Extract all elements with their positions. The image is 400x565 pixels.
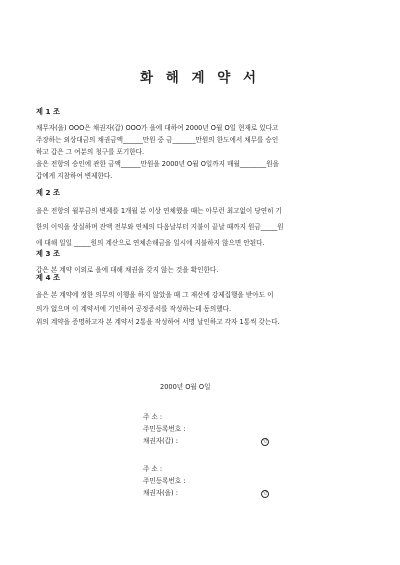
article-line: 채무자(을) OOO은 채권자(갑) OOO가 을에 대하여 2000년 O월 O일 현재로 있다고 (36, 124, 279, 132)
role-label: 채권자(갑) : (143, 437, 178, 445)
id-number-label: 주민등록번호 : (143, 477, 186, 485)
article-1 (36, 107, 352, 182)
party-debtor-eul (143, 463, 268, 499)
document-title: 화 해 계 약 서 (139, 70, 260, 86)
article-line: 을은 본 계약에 정한 의무의 이행을 하지 않았을 때 그 재산에 강제집행을 받아도 이 (36, 291, 274, 299)
article-heading: 제 3 조 (36, 249, 60, 258)
seal-mark: 인 (262, 491, 268, 496)
article-body (36, 122, 352, 182)
seal-mark: 인 (262, 439, 268, 444)
article-body (36, 203, 352, 251)
article-line: 을은 전항의 승인에 관한 금액______만원을 2000년 O월 O일까지 매월________원을 (36, 160, 279, 168)
article-heading: 제 4 조 (36, 273, 60, 282)
article-line: 에 대해 일일 _____원의 계산으로 연체손해금을 일시에 지불하지 않으면 안된다. (36, 239, 265, 247)
article-line: 한의 이익을 상실하며 잔액 전부와 연체의 다음날부터 지불이 끝날 때까지 원금_____원 (36, 223, 284, 231)
article-line: 하고 갑은 그 여분의 청구를 포기한다. (36, 148, 145, 156)
id-number-label: 주민등록번호 : (143, 425, 186, 433)
party-creditor-gap (143, 411, 268, 447)
closing-statement: 위의 계약을 증명하고자 본 계약서 2통을 작성하여 서명 날인하고 각자 1통씩 갖는다. (36, 318, 280, 326)
role-label: 채권자(을) : (143, 489, 178, 497)
article-heading: 제 2 조 (36, 188, 60, 197)
article-line: 주장하는 외상대금의 채권금액______만원 중 금_______만원의 한도에서 채무를 승인 (36, 136, 279, 144)
article-body (36, 288, 352, 316)
article-line: 갑에게 지참하여 변제한다. (36, 172, 113, 180)
article-heading: 제 1 조 (36, 107, 60, 116)
address-label: 주 소 : (143, 465, 163, 473)
article-line: 을은 전항의 월부금의 변제를 1개월 분 이상 연체했을 때는 아무런 최고없이 당연히 기 (36, 207, 282, 215)
article-line: 갑은 본 계약 이외로 을에 대해 채권을 갖지 않는 것을 확인한다. (36, 266, 219, 274)
article-3 (36, 249, 352, 276)
contract-date: 2000년 O월 O일 (160, 383, 211, 391)
article-line: 의가 없으며 이 계약서에 기인하여 공정증서를 작성하는데 동의했다. (36, 305, 232, 313)
article-4 (36, 273, 352, 316)
address-label: 주 소 : (143, 413, 163, 421)
article-2 (36, 188, 352, 251)
